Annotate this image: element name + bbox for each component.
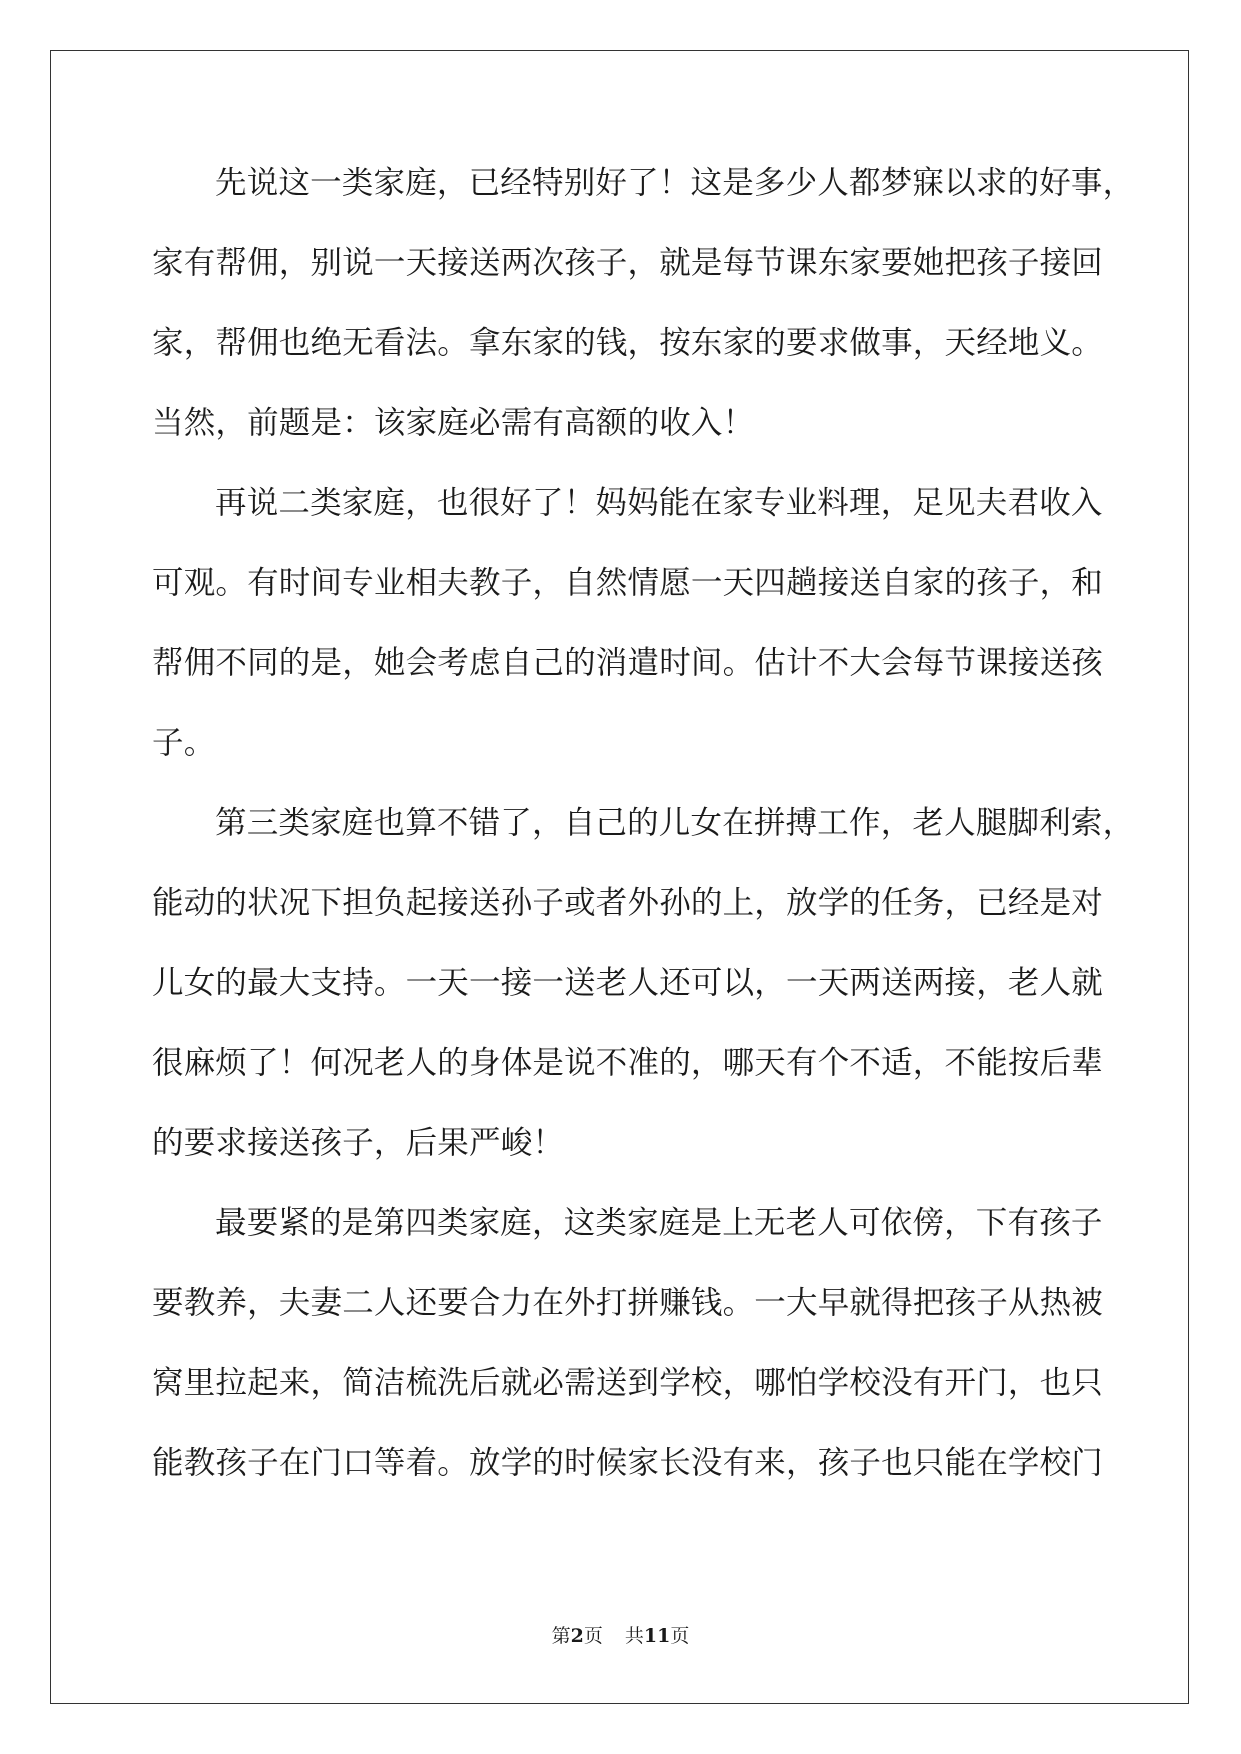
page-prefix: 第 [551,1625,571,1647]
text-line: 很麻烦了！何况老人的身体是说不准的，哪天有个不适，不能按后辈 [152,1045,1104,1081]
text-line: 儿女的最大支持。一天一接一送老人还可以，一天两送两接，老人就 [152,965,1104,1001]
text-line: 家，帮佣也绝无看法。拿东家的钱，按东家的要求做事，天经地义。 [152,325,1104,361]
total-suffix: 页 [670,1625,690,1647]
text-line: 再说二类家庭，也很好了！妈妈能在家专业料理，足见夫君收入 [215,485,1103,521]
text-line: 的要求接送孩子，后果严峻！ [152,1125,565,1161]
document-body [152,163,1135,1523]
text-line: 帮佣不同的是，她会考虑自己的消遣时间。估计不大会每节课接送孩 [152,645,1104,681]
text-line: 能教孩子在门口等着。放学的时候家长没有来，孩子也只能在学校门 [152,1445,1104,1481]
page-footer [0,1621,1241,1648]
text-line: 当然，前题是：该家庭必需有高额的收入！ [152,405,755,441]
text-line: 先说这一类家庭，已经特别好了！这是多少人都梦寐以求的好事， [215,165,1135,201]
text-line: 子。 [152,725,216,761]
text-line: 家有帮佣，别说一天接送两次孩子，就是每节课东家要她把孩子接回 [152,245,1104,281]
text-line: 能动的状况下担负起接送孙子或者外孙的上，放学的任务，已经是对 [152,885,1104,921]
total-pages: 11 [643,1625,671,1647]
text-line: 第三类家庭也算不错了，自己的儿女在拼搏工作，老人腿脚利索， [215,805,1135,841]
total-prefix: 共 [624,1625,644,1647]
page-number: 2 [570,1625,584,1647]
text-line: 要教养，夫妻二人还要合力在外打拼赚钱。一大早就得把孩子从热被 [152,1285,1104,1321]
text-line: 最要紧的是第四类家庭，这类家庭是上无老人可依傍，下有孩子 [215,1205,1103,1241]
text-line: 可观。有时间专业相夫教子，自然情愿一天四趟接送自家的孩子，和 [152,565,1104,601]
page-suffix: 页 [583,1625,603,1647]
text-line: 窝里拉起来，简洁梳洗后就必需送到学校，哪怕学校没有开门，也只 [152,1365,1104,1401]
